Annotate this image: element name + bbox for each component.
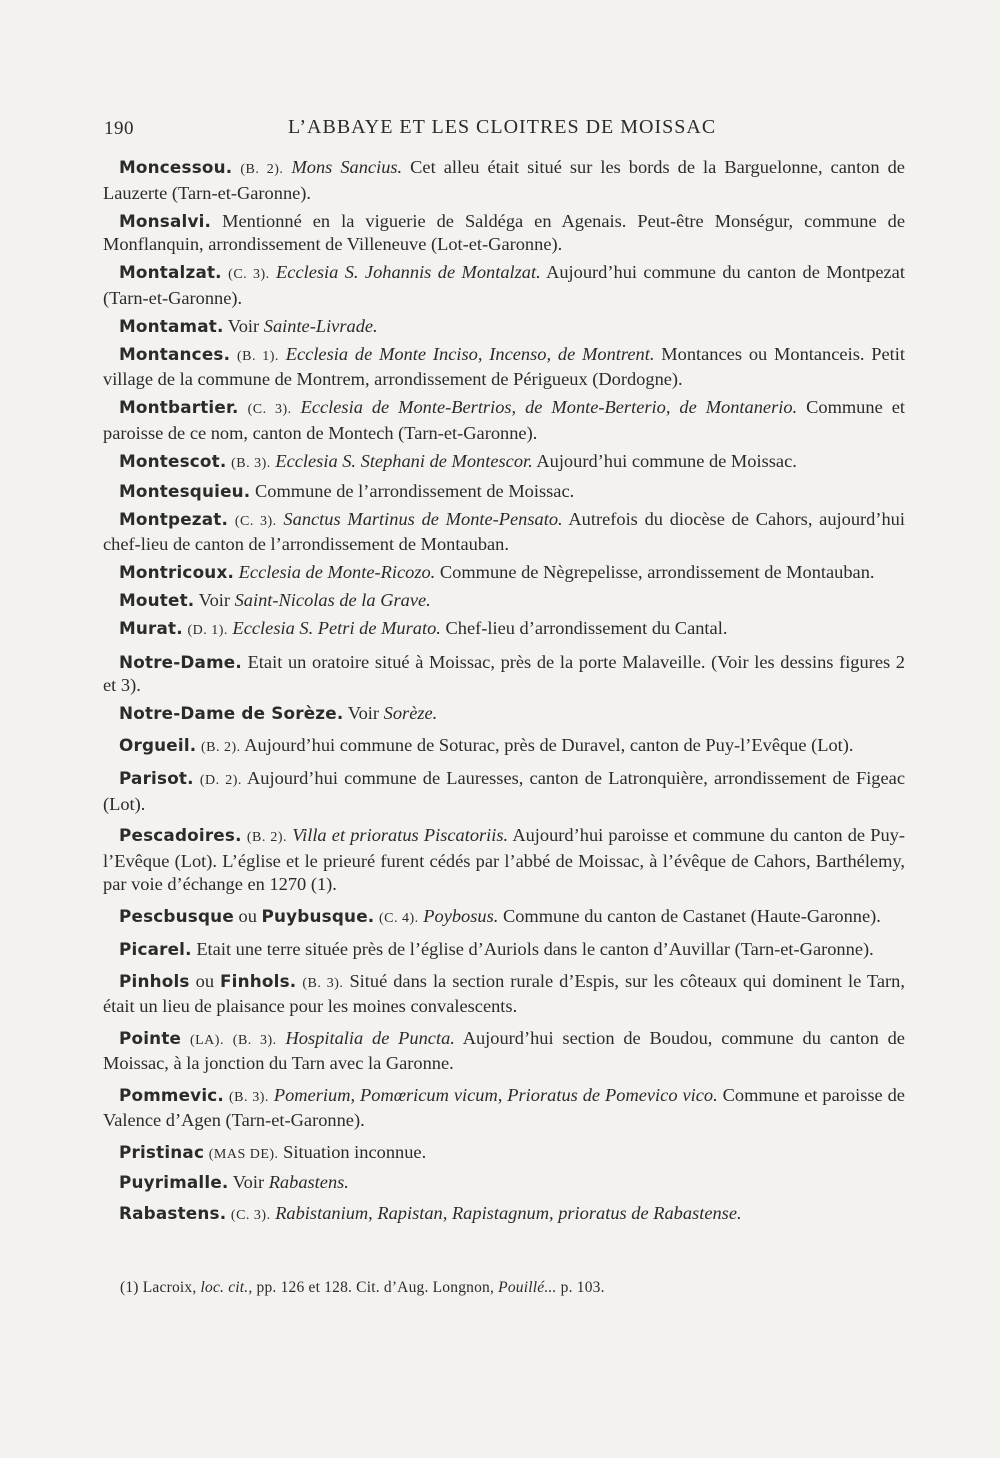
entry-headword: Puyrimalle.	[119, 1171, 229, 1192]
entry	[103, 261, 905, 310]
entry	[103, 1084, 905, 1133]
entry	[103, 343, 905, 392]
entry	[103, 970, 905, 1019]
entry-latin-name: Rabistanium, Rapistan, Rapistagnum, prioratus de Rabastense.	[275, 1203, 742, 1223]
entry-latin-name: Mons Sancius.	[291, 157, 403, 177]
entry-headword: Notre-Dame.	[119, 651, 242, 672]
entry-description: Chef-lieu d’arrondissement du Cantal.	[445, 618, 728, 638]
entry-headword: Parisot.	[119, 768, 194, 788]
entry-map-ref: (B. 2).	[240, 162, 284, 177]
entry-qualifier: (MAS DE).	[208, 1146, 279, 1162]
entry-description: Etait une terre située près de l’église d’Auriols dans le canton d’Auvillar (Tarn-et-Garonne).	[196, 939, 874, 959]
entry	[103, 508, 905, 557]
entry-headword: Rabastens.	[119, 1203, 227, 1223]
entry	[103, 938, 905, 962]
entry-map-ref: (C. 3).	[230, 1208, 271, 1223]
entry-headword: Pommevic.	[119, 1084, 224, 1105]
entry-description: Aujourd’hui commune de Soturac, près de Duravel, canton de Puy-l’Evêque (Lot).	[244, 734, 854, 755]
entry-description: Aujourd’hui commune de Moissac.	[536, 450, 797, 471]
entry-latin-name: Sanctus Martinus de Monte-Pensato.	[283, 508, 563, 529]
entry-latin-name: Ecclesia S. Petri de Murato.	[232, 618, 441, 638]
entry-description: Autrefois du diocèse de Cahors, aujourd’hui chef-lieu de canton de l’arrondissement de Montauban.	[103, 508, 905, 554]
entry-description: Commune de Nègrepelisse, arrondissement de Montauban.	[439, 562, 875, 582]
entry-headword: Notre-Dame de Sorèze.	[119, 703, 344, 723]
entry-latin-name: Villa et prioratus Piscatoriis.	[292, 825, 509, 845]
entry-description: Voir	[232, 1171, 265, 1192]
entry-headword: Montamat.	[119, 315, 224, 336]
entry-headword: Montesquieu.	[119, 480, 251, 501]
footnote-loc-cit: loc. cit.,	[200, 1279, 253, 1296]
entry-conjunction: ou	[238, 905, 257, 926]
entry-description: Aujourd’hui commune du canton de Montpezat (Tarn-et-Garonne).	[103, 262, 905, 308]
entry-headword: Montpezat.	[119, 508, 229, 529]
entry-description: Aujourd’hui paroisse et commune du canton de Puy-l’Evêque (Lot). L’église et le prieuré furent cédés par l’abbé de Moissac, à l’évêque de Cahors, Barthélemy, par voie d’échange en 1270 (1).	[103, 825, 905, 894]
entry-headword: Monsalvi.	[119, 210, 212, 231]
entry	[103, 1171, 905, 1195]
entry-map-ref: (B. 3).	[302, 975, 344, 991]
entry-headword: Pinhols	[119, 970, 190, 991]
entry-description: Voir	[347, 703, 380, 723]
entry-description: Aujourd’hui section de Boudou, commune du canton de Moissac, à la jonction du Tarn avec la Garonne.	[103, 1027, 905, 1073]
entry-headword: Moncessou.	[119, 157, 233, 177]
entry-headword: Pristinac	[119, 1141, 205, 1162]
entry-description: Commune du canton de Castanet (Haute-Garonne).	[502, 905, 881, 926]
entry-headword: Montances.	[119, 343, 231, 364]
entry	[103, 767, 905, 816]
entry-headword-alt: Puybusque.	[261, 905, 375, 926]
entry-see-reference: Sorèze.	[383, 703, 438, 723]
footnote	[120, 1279, 605, 1297]
entry-headword: Montricoux.	[119, 562, 235, 582]
entry	[103, 651, 905, 698]
entry-qualifier: (LA).	[189, 1032, 224, 1048]
entry-map-ref: (D. 2).	[199, 773, 242, 788]
entry-description: Commune et paroisse de ce nom, canton de Montech (Tarn-et-Garonne).	[103, 397, 905, 443]
entry-description: Cet alleu était situé sur les bords de la Barguelonne, canton de Lauzerte (Tarn-et-Garonne).	[103, 157, 905, 203]
entry-headword: Picarel.	[119, 939, 192, 959]
entry-headword-alt: Finhols.	[220, 970, 297, 991]
entry-description: Situation inconnue.	[283, 1141, 427, 1162]
footnote-number: (1)	[120, 1279, 139, 1296]
entry-headword: Pescadoires.	[119, 825, 242, 845]
footnote-pouille: Pouillé...	[498, 1279, 557, 1296]
entry	[103, 734, 905, 760]
entry-map-ref: (C. 3).	[247, 402, 292, 417]
entry	[103, 702, 905, 726]
entry	[103, 1202, 905, 1228]
entry-map-ref: (D. 1).	[187, 623, 228, 638]
gazetteer-entries	[103, 156, 905, 1232]
entry-description: Commune de l’arrondissement de Moissac.	[255, 480, 575, 501]
entry-headword: Montescot.	[119, 450, 227, 471]
entry	[103, 315, 905, 339]
entry-map-ref: (B. 2).	[246, 830, 288, 845]
entry-map-ref: (C. 3).	[228, 267, 270, 282]
page-number: 190	[104, 118, 134, 139]
entry-description: Voir	[198, 590, 230, 610]
entry-map-ref: (B. 3).	[232, 1032, 277, 1048]
entry-headword: Montbartier.	[119, 397, 239, 417]
footnote-pages: pp. 126 et 128. Cit. d’Aug. Longnon,	[256, 1279, 495, 1296]
entry-latin-name: Ecclesia S. Stephani de Montescor.	[275, 450, 533, 471]
entry-headword: Montalzat.	[119, 262, 222, 282]
entry-map-ref: (B. 3).	[228, 1089, 269, 1105]
entry-headword: Pointe	[119, 1027, 182, 1048]
entry-map-ref: (B. 1).	[237, 348, 279, 364]
entry-description: Mentionné en la viguerie de Saldéga en Agenais. Peut-être Monségur, commune de Monflanquin, arrondissement de Villeneuve (Lot-et-Garonne).	[103, 210, 905, 254]
entry-latin-name: Ecclesia S. Johannis de Montalzat.	[276, 262, 541, 282]
entry-latin-name: Ecclesia de Monte-Bertrios, de Monte-Berterio, de Montanerio.	[300, 397, 798, 417]
entry	[103, 617, 905, 643]
entry	[103, 450, 905, 476]
entry	[103, 396, 905, 445]
entry-latin-name: Hospitalia de Puncta.	[285, 1027, 455, 1048]
entry-latin-name: Poybosus.	[423, 905, 499, 926]
entry	[103, 480, 905, 504]
entry-latin-name: Ecclesia de Monte-Ricozo.	[238, 562, 436, 582]
entry	[103, 905, 905, 931]
entry	[103, 210, 905, 257]
entry-headword: Murat.	[119, 618, 183, 638]
entry-map-ref: (B. 2).	[200, 739, 241, 755]
entry-headword: Pescbusque	[119, 905, 234, 926]
entry-headword: Orgueil.	[119, 734, 197, 755]
entry-map-ref: (B. 3).	[231, 455, 271, 471]
entry-see-reference: Sainte-Livrade.	[263, 315, 378, 336]
entry	[103, 1027, 905, 1076]
entry	[103, 589, 905, 613]
entry-description: Voir	[227, 315, 260, 336]
entry-description: Aujourd’hui commune de Lauresses, canton de Latronquière, arrondissement de Figeac (Lot).	[103, 768, 905, 814]
entry-see-reference: Saint-Nicolas de la Grave.	[234, 590, 431, 610]
entry-description: Montances ou Montanceis. Petit village de la commune de Montrem, arrondissement de Périgueux (Dordogne).	[103, 343, 905, 389]
entry-see-reference: Rabastens.	[268, 1171, 349, 1192]
footnote-author: Lacroix,	[142, 1279, 197, 1296]
entry-map-ref: (C. 3).	[234, 513, 277, 529]
entry-description: Commune et paroisse de Valence d’Agen (Tarn-et-Garonne).	[103, 1084, 905, 1130]
entry-latin-name: Pomerium, Pomœricum vicum, Prioratus de Pomevico vico.	[273, 1084, 718, 1105]
entry	[103, 824, 905, 897]
entry-description: Situé dans la section rurale d’Espis, sur les côteaux qui dominent le Tarn, était un lieu de plaisance pour les moines convalescents.	[103, 970, 905, 1016]
entry-conjunction: ou	[195, 970, 215, 991]
running-title: L’ABBAYE ET LES CLOITRES DE MOISSAC	[288, 116, 717, 138]
entry-map-ref: (C. 4).	[378, 910, 419, 926]
entry	[103, 156, 905, 205]
entry	[103, 1141, 905, 1167]
entry-description: Etait un oratoire situé à Moissac, près de la porte Malaveille. (Voir les dessins figures 2 et 3).	[103, 651, 905, 695]
entry	[103, 561, 905, 585]
entry-headword: Moutet.	[119, 590, 195, 610]
footnote-page: p. 103.	[560, 1279, 605, 1296]
entry-latin-name: Ecclesia de Monte Inciso, Incenso, de Montrent.	[285, 343, 655, 364]
